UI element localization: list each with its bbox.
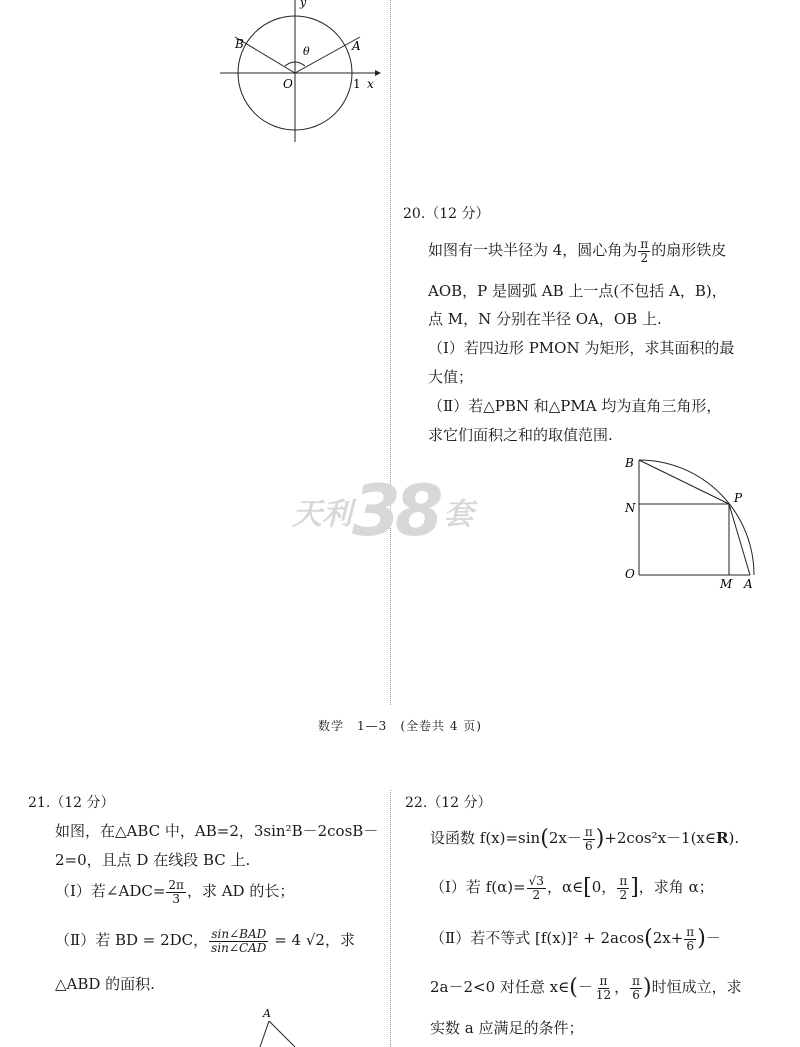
q22-frac-c-num: π [619, 874, 628, 888]
q22-line-2 [430, 875, 714, 901]
q21-line-2: 2=0，且点 D 在线段 BC 上. [55, 851, 251, 869]
q21-line-3 [55, 879, 294, 905]
page-footer: 数学 1—3 (全卷共 4 页) [318, 719, 482, 733]
watermark-part3: 套 [443, 497, 474, 532]
q22-l2d: ，求角 α； [638, 878, 714, 897]
q22-l4b: － [577, 978, 593, 997]
q22-paren-close: ) [595, 826, 605, 852]
q20-line-4: （Ⅰ）若四边形 PMON 为矩形，求其面积的最 [428, 339, 735, 357]
q21-line-5: △ABD 的面积. [55, 975, 155, 993]
q22-frac-d-den: 6 [686, 938, 695, 953]
sector-label-p: P [734, 491, 743, 505]
fig-circle-y: y [300, 0, 307, 9]
q20-frac-pi-2 [638, 238, 650, 264]
q20-frac-num: π [640, 237, 649, 251]
q21-frac1-den: 3 [172, 891, 180, 906]
triangle-figure [250, 1005, 310, 1047]
q22-heading: 22.（12 分） [405, 795, 492, 811]
q22-l4d: 时恒成立，求 [651, 978, 742, 997]
q22-l1c: +2cos²x－1(x∈ [604, 829, 716, 848]
q20-line-3: 点 M，N 分别在半径 OA，OB 上. [428, 310, 662, 328]
q22-frac-f-num: π [632, 974, 641, 988]
q22-l1e: ). [728, 829, 740, 848]
q22-paren3-close: ) [643, 975, 652, 1001]
q22-l3b: 2x+ [652, 929, 684, 948]
q22-l1b: 2x－ [548, 829, 582, 848]
q22-l3c: － [705, 929, 721, 948]
fig-circle-b: B [235, 37, 244, 51]
q22-l2a: （Ⅰ）若 f(α)= [430, 878, 526, 897]
q22-l2b: ，α∈ [546, 878, 584, 897]
q22-frac-b-den: 2 [532, 887, 541, 902]
q22-frac-f-den: 6 [632, 987, 640, 1002]
q20-line-2: AOB，P 是圆弧 AB 上一点(不包括 A，B)， [428, 282, 727, 300]
q22-paren-open: ( [540, 826, 549, 852]
fig-circle-x: x [367, 77, 374, 91]
q21-frac2-den: sin∠CAD [211, 940, 267, 955]
q22-frac-e-den: 12 [595, 987, 612, 1002]
sector-label-b: B [625, 456, 634, 470]
q21-line-4 [55, 928, 355, 954]
q22-line-4 [430, 975, 742, 1001]
watermark-part2: 38 [352, 470, 438, 552]
fig-circle-o: O [283, 77, 293, 91]
q22-frac-pi-12 [594, 975, 613, 1001]
q22-l1d: R [716, 829, 729, 848]
q20-line-6: （Ⅱ）若△PBN 和△PMA 均为直角三角形， [428, 397, 722, 415]
q22-l4a: 2a－2<0 对任意 x∈ [430, 978, 570, 997]
q22-frac-b-num: √3 [528, 874, 544, 888]
fig-circle-a: A [352, 39, 361, 53]
watermark-logo [292, 470, 473, 552]
watermark-part1: 天利 [292, 497, 352, 532]
q20-line-7: 求它们面积之和的取值范围. [428, 426, 613, 444]
q22-frac-e-num: π [599, 974, 608, 988]
q22-frac-sqrt3-2 [527, 875, 546, 901]
unit-circle-figure [215, 0, 385, 150]
q22-frac-pi-6-b [684, 926, 696, 952]
q21-l4b: = 4 √2，求 [269, 931, 355, 950]
q22-frac-a-num: π [584, 825, 593, 839]
q22-line-5: 实数 a 应满足的条件； [430, 1019, 584, 1037]
q21-frac1-num: 2π [168, 878, 184, 892]
q20-l1a: 如图有一块半径为 4，圆心角为 [428, 241, 638, 260]
q21-frac-2pi-3 [166, 879, 186, 905]
q22-paren2-open: ( [644, 926, 653, 952]
q22-line-1 [430, 826, 739, 852]
sector-label-a: A [744, 577, 753, 591]
fig-circle-one: 1 [353, 77, 361, 91]
sector-label-o: O [625, 567, 635, 581]
q21-frac2-num: sin∠BAD [211, 927, 267, 941]
q21-frac-sin-ratio [209, 928, 268, 954]
column-divider-bottom [390, 790, 391, 1047]
sector-label-m: M [720, 577, 733, 591]
sector-label-n: N [625, 501, 636, 515]
q22-l3a: （Ⅱ）若不等式 [f(x)]² + 2acos [430, 929, 645, 948]
q20-l1b: 的扇形铁皮 [651, 241, 727, 260]
q21-line-1: 如图，在△ABC 中，AB=2，3sin²B－2cosB－ [55, 822, 379, 840]
q22-frac-pi-2 [617, 875, 629, 901]
q20-heading: 20.（12 分） [403, 206, 490, 222]
q22-bracket-close: ] [630, 875, 639, 901]
q22-l2c: 0， [591, 878, 617, 897]
triangle-label-a: A [263, 1007, 271, 1020]
fig-circle-theta: θ [303, 45, 310, 58]
sector-figure [620, 452, 760, 592]
q20-line-5: 大值； [428, 368, 474, 386]
q20-frac-den: 2 [640, 250, 649, 265]
q22-frac-a-den: 6 [584, 838, 593, 853]
q22-bracket-open: [ [583, 875, 592, 901]
column-divider-top [390, 0, 391, 705]
q20-line-1 [428, 238, 726, 264]
q22-line-3 [430, 926, 721, 952]
q22-frac-pi-6-a [583, 826, 595, 852]
q22-l4c: ， [614, 978, 630, 997]
q22-frac-pi-6-c [630, 975, 642, 1001]
q21-l4a: （Ⅱ）若 BD = 2DC， [55, 931, 209, 950]
q22-paren2-close: ) [697, 926, 706, 952]
q21-heading: 21.（12 分） [28, 795, 115, 811]
q22-frac-c-den: 2 [619, 887, 628, 902]
q22-frac-d-num: π [686, 925, 695, 939]
q21-l3b: ，求 AD 的长； [186, 882, 295, 901]
q22-l1a: 设函数 f(x)=sin [430, 829, 541, 848]
q21-l3a: （Ⅰ）若∠ADC= [55, 882, 166, 901]
q22-paren3-open: ( [569, 975, 578, 1001]
